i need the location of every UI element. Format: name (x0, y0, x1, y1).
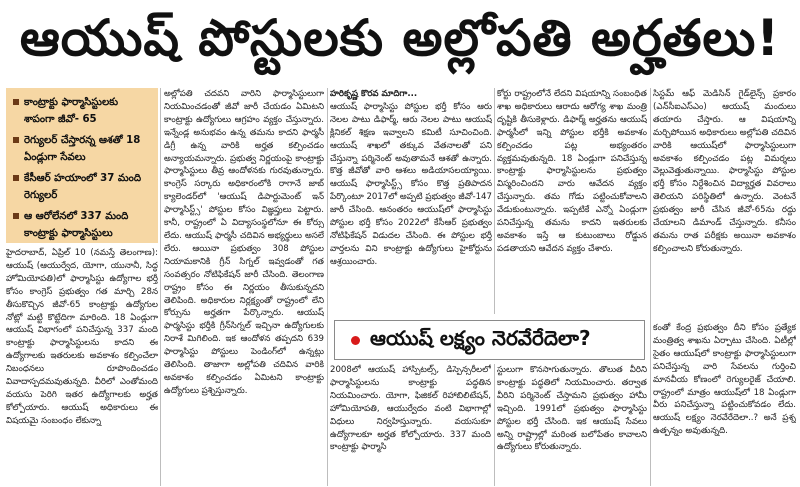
column-8-text: కంతో కేంద్ర ప్రభుత్వం దీని కోసం ప్రత్యేక మంత్రిత్వ శాఖను ఏర్పాటు చేసింది. ఏటీల్లో సైతం ఆయుష్‌లో కాంట్రాక్టు ఫార్మాసిస్టులుగా పనిచేస్తున్న వారి సేవలను గుర్తించి మానవీయ కోణంలో రెగ్యులరైజ్ చేయాలి. రాష్ట్రంలో మాత్రం ఆయుష్‌లో 18 ఏండ్లుగా వీరు పనిచేస్తున్నా పట్టించుకోవడం లేదు. ఆయుష్ లక్ష్యం నెరవేరేదెలా..? అనే ప్రశ్న ఉత్పన్నం అవుతున్నది. (653, 323, 796, 437)
article-column-6 (330, 364, 491, 484)
column-divider (160, 88, 161, 486)
summary-point: కాంట్రాక్టు ఫార్మాసిస్టులకు శాపంగా జీవో- 65 (12, 94, 152, 128)
summary-list (12, 94, 152, 242)
article-column-5 (653, 88, 796, 314)
column-5-text: సిస్టమ్ ఆఫ్ మెడిసిన్ గైడ్‌లైన్స్ ప్రకారం (ఎన్‌సీఐఎస్‌ఎం) ఆయుష్ మందులు తయారు చేస్తారు. ఆ విషయాన్ని మర్చిపోయిన అధికారులు అల్లోపతి చదివిన వారికి ఆయుష్‌లో ఫార్మాసిస్టులుగా అవకాశం కల్పించడం పట్ల విమర్శలు వెల్లువెత్తుతున్నాయి. ఫార్మాసిస్టు పోస్టుల భర్తీ కోసం నిర్దేశించిన విద్యార్హత వివరాలు తెలియని పరిస్థితిలో ఉన్నారు. వెంటనే ప్రభుత్వం జారీ చేసిన జీవో-65ను రద్దు చేయాలని డిమాండ్ చేస్తున్నారు. కనీసం తమను రాత పరీక్షకు అయినా అవకాశం కల్పించాలని కోరుతున్నారు. (653, 89, 796, 254)
boxed-subheadline-text: ఆయుష్ లక్ష్యం నెరవేరేదెలా? (370, 325, 591, 350)
column-6-text: 2008లో ఆయుష్ హాస్పిటల్స్, డిస్పెన్సరీలలో ఫార్మాసిస్టులను కాంట్రాక్టు పద్ధతిన నియమించారు. యోగా, ఫిజికల్ రిహాబిలిటేషన్, హోమియోపతి, ఆయుర్వేదం వంటి విభాగాల్లో విధులు నిర్వహిస్తున్నారు. వయసుకూ ఉద్యోగాలకూ అర్హత కోల్పోయారు. 337 మంది కాంట్రాక్టు ఫార్మాసి (330, 365, 491, 453)
column-7-text: స్టులుగా కొనసాగుతున్నారు. తొలుత వీరిని కాంట్రాక్టు పద్ధతిలో నియమించారు. తర్వాత వీరిని పర్మినెంట్ చేస్తామని ప్రభుత్వం హామీ ఇచ్చింది. 1991లో ప్రభుత్వం ఫార్మాసిస్టు పోస్టుల భర్తీ చేసింది. ఇక ఆయుష్ సేవలు అన్ని రాష్ట్రాల్లో మరింత బలోపేతం కావాలని ఉద్యోగులు కోరుతున్నారు. (497, 365, 647, 453)
article-column-7 (497, 364, 647, 484)
article-column-3 (330, 88, 492, 314)
article-column-1 (6, 247, 158, 485)
page-headline: ఆయుష్ పోస్టులకు అల్లోపతి అర్హతలు! (19, 8, 781, 67)
article-column-2 (164, 88, 324, 486)
column-4-text: కోర్టు రాష్ట్రంలోనే లేదని విషయాన్ని సంబంధిత శాఖ అధికారులు ఆరాదు ఆరోగ్య శాఖ మంత్రి దృష్టికి తీసుకెళ్లారు. డిఫార్మ్ అర్హతను ఆయుష్ ఫార్మసీలో ఇన్ని పోస్టుల భర్తీకి అవకాశం కల్పించడం పట్ల అభ్యంతరం వ్యక్తమవుతున్నది. 18 ఏండ్లుగా పనిచేస్తున్న కాంట్రాక్టు ఫార్మాసిస్టులను ప్రభుత్వం విస్మరించిందని వారు ఆవేదన వ్యక్తం చేస్తున్నారు. తమ గోడు పట్టించుకోవాలని వేడుకుంటున్నారు. ఇప్పటికే ఎన్నో ఏండ్లుగా పనిచేస్తున్న తమను కాదని ఇతరులకు అవకాశం ఇస్తే ఆ కుటుంబాలు రోడ్డున పడతాయని ఆవేదన వ్యక్తం చేశారు. (497, 89, 647, 254)
red-bullet-icon (351, 336, 360, 345)
column-divider (494, 364, 495, 486)
boxed-subheadline (334, 320, 645, 360)
column-divider (650, 88, 651, 486)
article-column-4 (497, 88, 647, 314)
column-3-text: ఆయుష్ ఫార్మాసిస్టు పోస్టుల భర్తీ కోసం ఆరు నెలల పాటు డిఫార్మ్, ఆరు నెలల పాటు ఆయుష్ క్లినికల్ శిక్షణ ఇవ్వాలని కమిటీ సూచించింది. ఆయుష్ శాఖలో తక్కువ వేతనాలతో పని చేస్తున్నా పర్మినెంట్ అవుతామనే ఆశతో ఉన్నారు. కొత్త జీవోతో వారి ఆశలు అడియాసలయ్యాయి. ఆయుష్ ఫార్మాసిస్ట్స్ కోసం కొత్త ప్రతిపాదన పేర్కొంటూ 2017లో అప్పటి ప్రభుత్వం జీవో-147 జారీ చేసింది. ఆనంతరం ఆయుష్‌లో ఫార్మాసిస్టు పోస్టుల భర్తీ కోసం 2022లో కేసీఆర్ ప్రభుత్వం నోటిఫికేషన్ విడుదల చేసింది. ఈ పోస్టుల భర్తీ వార్తలను విని కాంట్రాక్టు ఉద్యోగులు హైకోర్టును ఆశ్రయించారు. (330, 101, 492, 267)
column-divider (327, 88, 328, 486)
summary-highlights-box (6, 88, 158, 243)
column-2-text: అల్లోపతి చదవని వారిని ఫార్మాసిస్టులుగా నియమించడంతో జీవో జారీ చేయడం ఏమిటని కాంట్రాక్టు ఉద్యోగులు ఆగ్రహం వ్యక్తం చేస్తున్నారు. ఇన్నేండ్ల అనుభవం ఉన్న తమను కాదని ఫార్మసీ డిగ్రీ ఉన్న వారికి అర్హత కల్పించడం అన్యాయమన్నారు. ప్రభుత్వ నిర్ణయంపై కాంట్రాక్టు ఫార్మాసిస్టులు తీవ్ర ఆందోళనకు గురవుతున్నారు. కాంగ్రెస్ సర్కారు అధికారంలోకి రాగానే జాబ్ క్యాలెండర్‌లో 'ఆయుష్ డిపార్టుమెంట్ ఇన్ ఫార్మాసిస్ట్స్' పోస్టుల కోసం విజ్ఞప్తులు పెట్టారు. కానీ, రాష్ట్రంలో ఏ విద్యాసంస్థలోనూ ఈ కోర్సు లేదు. ఆయుష్ ఫార్మసీ చదివిన అభ్యర్థులు అసలే లేరు. ఆయినా ప్రభుత్వం 308 పోస్టుల నియామకానికి గ్రీన్ సిగ్నల్ ఇవ్వడంతో గత సంవత్సరం నోటిఫికేషన్ జారీ చేసింది. తెలంగాణ రాష్ట్రం కోసం ఈ నిర్ణయం తీసుకున్నదని తెలిపింది. అధికారుల నిర్లక్ష్యంతో రాష్ట్రంలో లేని కోర్సును అర్హతగా పేర్కొన్నారు. ఆయుష్ ఫార్మసిస్టు భర్తీకి గ్రీన్‌సిగ్నల్ ఇచ్చినా ఉద్యోగులకు నిరాశే మిగిలింది. ఇక ఆందోళన తప్పదని 639 ఫార్మాసిస్టు పోస్టులు పెండింగ్‌లో ఉన్నట్లు తెలిసింది. తాజాగా అల్లోపతి చదివిన వారికి అవకాశం కల్పించడం ఏమిటని కాంట్రాక్టు ఉద్యోగులు ప్రశ్నిస్తున్నారు. (164, 89, 324, 396)
column-3-subhead: హరికృష్ణ కొరవ మాదిగా... (330, 89, 418, 99)
summary-point: కేసీఆర్ హయాంలో 37 మంది రెగ్యులర్ (12, 170, 152, 204)
column-1-text: హైదరాబాద్, ఏప్రిల్ 10 (నమస్తే తెలంగాణ): ఆయుష్ (ఆయుర్వేద, యోగా, యునానీ, సిద్ధ హోమియోపతి)లో ఫార్మాసిస్టు ఉద్యోగాల భర్తీ కోసం కాంగ్రెస్ ప్రభుత్వం గత మార్చి 28న తీసుకొచ్చిన జీవో-65 కాంట్రాక్టు ఉద్యోగుల నోట్లో మట్టి కొట్టేదిగా మారింది. 18 ఏండ్లుగా ఆయుష్ విభాగంలో పనిచేస్తున్న 337 మంది కాంట్రాక్టు ఫార్మాసిస్టులను కాదని ఈ ఉద్యోగాలకు ఇతరులకు అవకాశం కల్పించేలా నిబంధనలు రూపొందించడం వివాదాస్పదమవుతున్నది. వీరిలో ఎంతోమంది వయసు పెరిగి ఇతర ఉద్యోగాలకు అర్హత కోల్పోయారు. ఆయుష్ అధికారులు ఈ విషయమై సంబంధం లేకున్నా (6, 248, 158, 426)
summary-point: ఆ ఆరోలేనలో 337 మంది కాంట్రాక్టు ఫార్మాసిస్టులు (12, 208, 152, 242)
article-column-8 (653, 322, 796, 485)
column-divider (494, 88, 495, 314)
summary-point: రెగ్యులర్ చేస్తారన్న ఆశతో 18 ఏండ్లుగా సేవలు (12, 132, 152, 166)
